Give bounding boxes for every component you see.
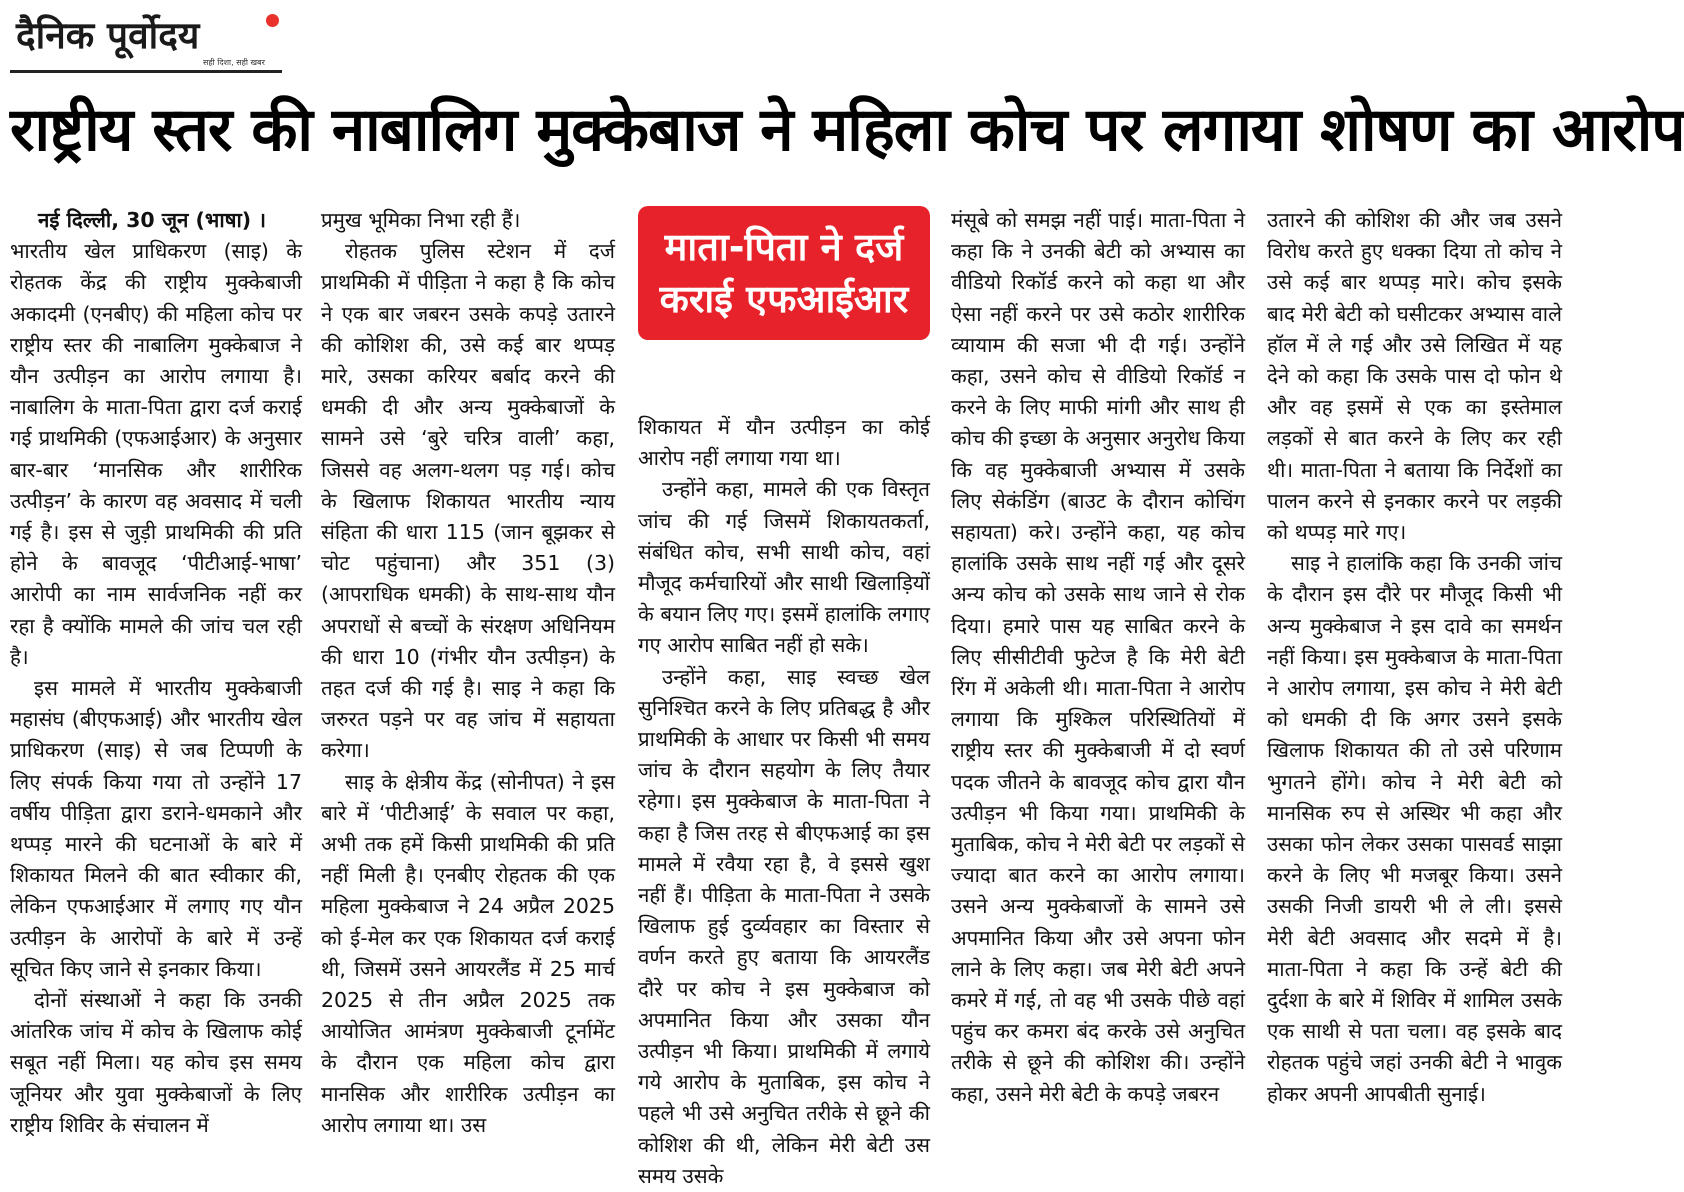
paragraph: दोनों संस्थाओं ने कहा कि उनकी आंतरिक जांच में कोच के खिलाफ कोई सबूत नहीं मिला। यह कोच इस समय जूनियर और युवा मुक्केबाजों के लिए राष्ट्रीय शिविर के संचालन में xyxy=(10,988,302,1137)
paragraph: मंसूबे को समझ नहीं पाई। माता-पिता ने कहा कि ने उनकी बेटी को अभ्यास का वीडियो रिकॉर्ड करने को कहा था और ऐसा नहीं करने पर उसे कठोर शारीरिक व्यायाम की सजा भी दी गई। उन्होंने कहा, उसने कोच से वीडियो रिकॉर्ड न करने के लिए माफी मांगी और साथ ही कोच की इच्छा के अनुसार अनुरोध किया कि वह मुक्केबाजी अभ्यास में उसके लिए सेकंडिंग (बाउट के दौरान कोचिंग सहायता) करे। उन्होंने कहा, यह कोच हालांकि उसके साथ नहीं गई और दूसरे अन्य कोच को उसके साथ जाने से रोक दिया। हमारे पास यह साबित करने के लिए सीसीटीवी फुटेज है कि मेरी बेटी रिंग में अकेली थी। माता-पिता ने आरोप लगाया कि मुश्किल परिस्थितियों में राष्ट्रीय स्तर की मुक्केबाजी में दो स्वर्ण पदक जीतने के बावजूद कोच द्वारा यौन उत्पीड़न भी किया गया। प्राथमिकी के मुताबिक, कोच ने मेरी बेटी पर लड़कों से ज्यादा बात करने का आरोप लगाया। उसने अन्य मुक्केबाजों के सामने उसे अपमानित किया और उसे अपना फोन लाने के लिए कहा। जब मेरी बेटी अपने कमरे में गई, तो वह भी उसके पीछे वहां पहुंच कर कमरा बंद करके उसे अनुचित तरीके से छूने की कोशिश की। उन्होंने कहा, उसने मेरी बेटी के कपड़े जबरन xyxy=(951,208,1245,1106)
paragraph: उन्होंने कहा, साइ स्वच्छ खेल सुनिश्चित करने के लिए प्रतिबद्ध है और प्राथमिकी के आधार पर किसी भी समय जांच के दौरान सहयोग के लिए तैयार रहेगा। इस मुक्केबाज के माता-पिता ने कहा है जिस तरह से बीएफआई का इस मामले में रवैया रहा है, वे इससे खुश नहीं हैं। पीड़िता के माता-पिता ने उसके खिलाफ हुई दुर्व्यवहार का विस्तार से वर्णन करते हुए बताया कि आयरलैंड दौरे पर कोच ने इस मुक्केबाज को अपमानित किया और उसका यौन उत्पीड़न भी किया। प्राथमिकी में लगाये गये आरोप के मुताबिक, इस कोच ने पहले भी उसे अनुचित तरीके से छूने की कोशिश की थी, लेकिन मेरी बेटी उस समय उसके xyxy=(638,664,930,1188)
paragraph: इस मामले में भारतीय मुक्केबाजी महासंघ (बीएफआई) और भारतीय खेल प्राधिकरण (साइ) से जब टिप्पणी के लिए संपर्क किया गया तो उन्होंने 17 वर्षीय पीड़िता द्वारा डराने-धमकाने और थप्पड़ मारने की घटनाओं के बारे में शिकायत मिलने की बात स्वीकार की, लेकिन एफआईआर में लगाए गए यौन उत्पीड़न के आरोपों के बारे में उन्हें सूचित किए जाने से इनकार किया। xyxy=(10,676,302,981)
logo-tagline: सही दिशा, सही खबर xyxy=(203,58,265,67)
headline: राष्ट्रीय स्तर की नाबालिग मुक्केबाज ने महिला कोच पर लगाया शोषण का आरोप xyxy=(10,95,1684,165)
paragraph: साइ ने हालांकि कहा कि उनकी जांच के दौरान इस दौरे पर मौजूद किसी भी अन्य मुक्केबाज ने इस दावे का समर्थन नहीं किया। इस मुक्केबाज के माता-पिता ने आरोप लगाया, इस कोच ने मेरी बेटी को धमकी दी कि अगर उसने इसके खिलाफ शिकायत की तो उसे परिणाम भुगतने होंगे। कोच ने मेरी बेटी को मानसिक रुप से अस्थिर भी कहा और उसका फोन लेकर उसका पासवर्ड साझा करने के लिए भी मजबूर किया। उसने उसकी निजी डायरी भी ले ली। इससे मेरी बेटी अवसाद और सदमे में है। माता-पिता ने कहा कि उन्हें बेटी की दुर्दशा के बारे में शिविर में शामिल उसके एक साथी से पता चला। वह इसके बाद रोहतक पहुंचे जहां उनकी बेटी ने भावुक होकर अपनी आपबीती सुनाई। xyxy=(1267,551,1562,1106)
paragraph: साइ के क्षेत्रीय केंद्र (सोनीपत) ने इस बारे में ‘पीटीआई’ के सवाल पर कहा, अभी तक हमें किसी प्राथमिकी की प्रति नहीं मिली है। एनबीए रोहतक की एक महिला मुक्केबाज ने 24 अप्रैल 2025 को ई-मेल कर एक शिकायत दर्ज कराई थी, जिसमें उसने आयरलैंड में 25 मार्च 2025 से तीन अप्रैल 2025 तक आयोजित आमंत्रण मुक्केबाजी टूर्नामेंट के दौरान एक महिला कोच द्वारा मानसिक और शारीरिक उत्पीड़न का आरोप लगाया था। उस xyxy=(321,769,615,1137)
logo-dot-icon xyxy=(266,14,279,27)
paragraph: शिकायत में यौन उत्पीड़न का कोई आरोप नहीं लगाया गया था। xyxy=(638,415,930,471)
newspaper-logo: दैनिक पूर्वोदय xyxy=(16,14,200,57)
article-column-2 xyxy=(321,205,615,1137)
article-column-1 xyxy=(10,205,302,1137)
paragraph: भारतीय खेल प्राधिकरण (साइ) के रोहतक केंद्र की राष्ट्रीय मुक्केबाजी अकादमी (एनबीए) की महिला कोच पर राष्ट्रीय स्तर की नाबालिग मुक्केबाज ने यौन उत्पीड़न का आरोप लगाया है। नाबालिग के माता-पिता द्वारा दर्ज कराई गई प्राथमिकी (एफआईआर) के अनुसार बार-बार ‘मानसिक और शारीरिक उत्पीड़न’ के कारण वह अवसाद में चली गई है। इस से जुड़ी प्राथमिकी की प्रति होने के बावजूद ‘पीटीआई-भाषा’ आरोपी का नाम सार्वजनिक नहीं कर रहा है क्योंकि मामले की जांच चल रही है। xyxy=(10,239,302,669)
article-column-5 xyxy=(1267,205,1562,1111)
dateline: नई दिल्ली, 30 जून (भाषा) । xyxy=(38,208,267,232)
paragraph: प्रमुख भूमिका निभा रही हैं। xyxy=(321,208,521,232)
paragraph xyxy=(10,205,302,236)
paragraph: उन्होंने कहा, मामले की एक विस्तृत जांच की गई जिसमें शिकायतकर्ता, संबंधित कोच, सभी साथी कोच, वहां मौजूद कर्मचारियों और साथी खिलाड़ियों के बयान लिए गए। इसमें हालांकि लगाए गए आरोप साबित नहीं हो सके। xyxy=(638,477,930,658)
paragraph: उतारने की कोशिश की और जब उसने विरोध करते हुए धक्का दिया तो कोच ने उसे कई बार थप्पड़ मारे। कोच इसके बाद मेरी बेटी को घसीटकर अभ्यास वाले हॉल में ले गई और उसे लिखित में यह देने को कहा कि उसके पास दो फोन थे और वह इसमें से एक का इस्तेमाल लड़कों से बात करने के लिए कर रही थी। माता-पिता ने बताया कि निर्देशों का पालन करने से इनकार करने पर लड़की को थप्पड़ मारे गए। xyxy=(1267,208,1562,545)
masthead-rule xyxy=(10,70,282,73)
paragraph: रोहतक पुलिस स्टेशन में दर्ज प्राथमिकी में पीड़िता ने कहा है कि कोच ने एक बार जबरन उसके कपड़े उतारने की कोशिश की, उसे कई बार थप्पड़ मारे, उसका करियर बर्बाद करने की धमकी दी और अन्य मुक्केबाजों के सामने उसे ‘बुरे चरित्र वाली’ कहा, जिससे वह अलग-थलग पड़ गई। कोच के खिलाफ शिकायत भारतीय न्याय संहिता की धारा 115 (जान बूझकर से चोट पहुंचाना) और 351 (3) (आपराधिक धमकी) के साथ-साथ यौन अपराधों से बच्चों के संरक्षण अधिनियम की धारा 10 (गंभीर यौन उत्पीड़न) के तहत दर्ज की गई है। साइ ने कहा कि जरुरत पड़ने पर वह जांच में सहायता करेगा। xyxy=(321,239,615,763)
article-column-3 xyxy=(638,412,930,1188)
article-column-4 xyxy=(951,205,1245,1111)
subhead-text: माता-पिता ने दर्ज कराई एफआईआर xyxy=(659,225,909,321)
subhead-box xyxy=(638,206,930,340)
masthead xyxy=(10,4,282,72)
